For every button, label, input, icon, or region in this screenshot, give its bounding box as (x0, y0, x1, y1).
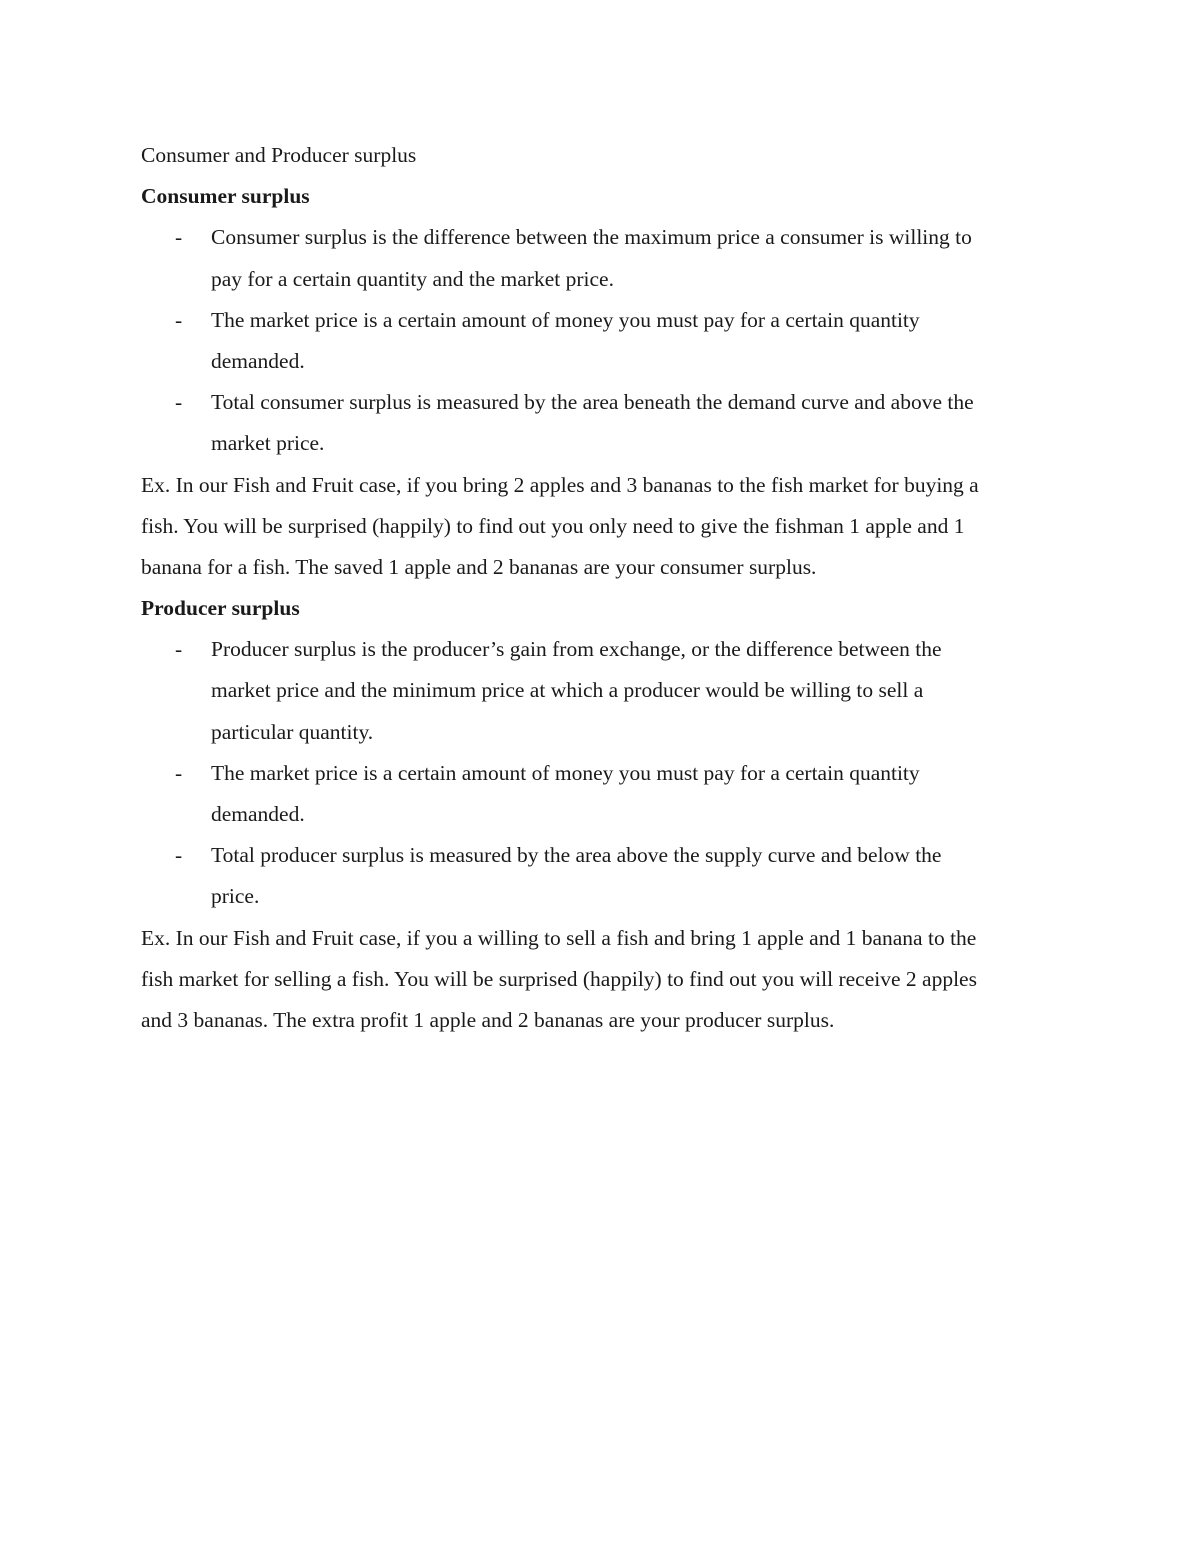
section-heading-consumer-surplus: Consumer surplus (141, 184, 310, 209)
bullet-dash: - (175, 843, 183, 868)
bullet-line: price. (211, 884, 260, 909)
bullet-dash: - (175, 225, 183, 250)
bullet-line: pay for a certain quantity and the market price. (211, 266, 614, 291)
bullet-item (141, 300, 1071, 382)
bullet-line: Producer surplus is the producer’s gain from exchange, or the difference between the (211, 637, 942, 662)
bullet-item (141, 835, 1071, 917)
bullet-dash: - (175, 760, 183, 785)
bullet-text (211, 300, 1071, 382)
paragraph-line: Ex. In our Fish and Fruit case, if you a willing to sell a fish and bring 1 apple and 1 banana to the (141, 925, 977, 950)
bullet-line: market price and the minimum price at which a producer would be willing to sell a (211, 678, 924, 703)
paragraph-line: fish market for selling a fish. You will be surprised (happily) to find out you will receive 2 apples (141, 966, 977, 991)
bullet-text (211, 217, 1071, 299)
section-heading-producer-surplus: Producer surplus (141, 596, 300, 621)
paragraph-line: banana for a fish. The saved 1 apple and 2 bananas are your consumer surplus. (141, 554, 817, 579)
bullet-item (141, 629, 1071, 753)
bullet-text (211, 382, 1071, 464)
bullet-text (211, 753, 1071, 835)
bullet-item (141, 753, 1071, 835)
bullet-text (211, 835, 1071, 917)
bullet-line: The market price is a certain amount of money you must pay for a certain quantity (211, 307, 920, 332)
bullet-line: market price. (211, 431, 325, 456)
paragraph-line: Ex. In our Fish and Fruit case, if you bring 2 apples and 3 bananas to the fish market for buying a (141, 472, 979, 497)
bullet-line: Total producer surplus is measured by the area above the supply curve and below the (211, 843, 942, 868)
bullet-line: demanded. (211, 802, 305, 826)
paragraph-line: and 3 bananas. The extra profit 1 apple and 2 bananas are your producer surplus. (141, 1007, 835, 1032)
bullet-line: particular quantity. (211, 719, 374, 744)
paragraph-line: fish. You will be surprised (happily) to find out you only need to give the fishman 1 apple and 1 (141, 513, 965, 538)
bullet-dash: - (175, 637, 183, 662)
bullet-line: Consumer surplus is the difference between the maximum price a consumer is willing to (211, 225, 972, 250)
bullet-dash: - (175, 307, 183, 332)
bullet-line: demanded. (211, 348, 305, 373)
bullet-line: The market price is a certain amount of money you must pay for a certain quantity (211, 760, 920, 785)
bullet-line: Total consumer surplus is measured by the area beneath the demand curve and above the (211, 390, 974, 415)
example-paragraph-producer (141, 918, 1071, 1042)
example-paragraph-consumer (141, 465, 1071, 589)
bullet-item (141, 217, 1071, 299)
document-body (141, 135, 1071, 1041)
bullet-item (141, 382, 1071, 464)
bullet-text (211, 629, 1071, 753)
document-title: Consumer and Producer surplus (141, 143, 417, 167)
bullet-dash: - (175, 390, 183, 415)
